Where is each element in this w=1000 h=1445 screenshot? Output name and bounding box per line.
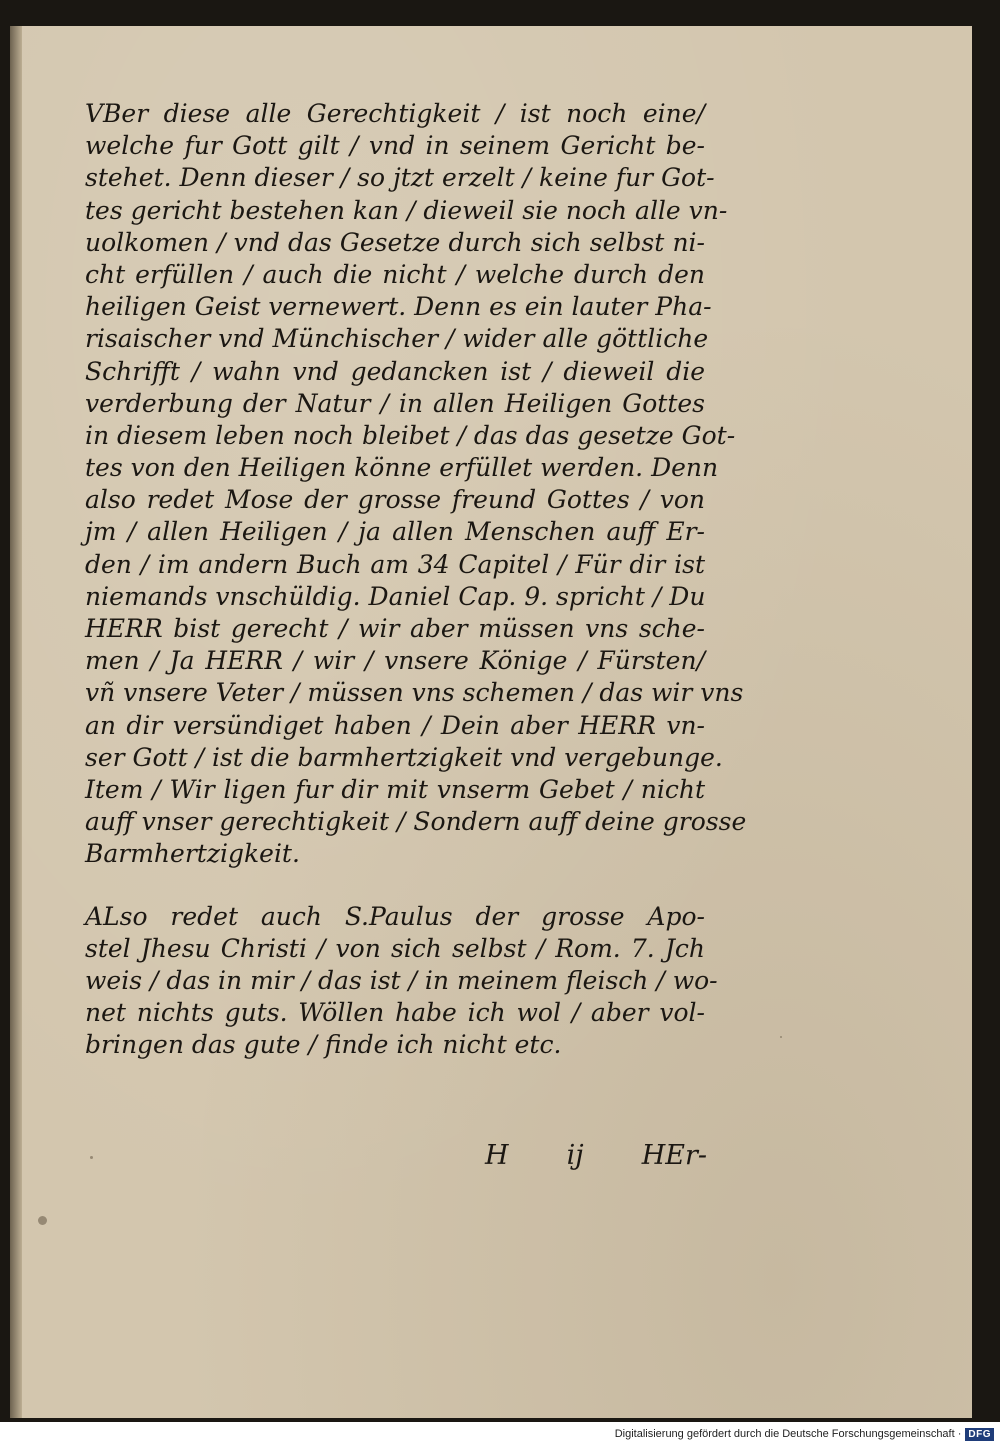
text-line: cht erfüllen / auch die nicht / welche durch den bbox=[85, 259, 705, 289]
text-line: in diesem leben noch bleibet / das das gesetze Got‑ bbox=[85, 420, 736, 450]
text-line: auff vnser gerechtigkeit / Sondern auff deine grosse bbox=[85, 807, 747, 837]
text-line: uolkomen / vnd das Gesetze durch sich selbst ni‑ bbox=[85, 227, 705, 257]
page-gutter bbox=[10, 26, 22, 1418]
paper-speck bbox=[38, 1216, 47, 1225]
text-line: net nichts guts. Wöllen habe ich wol / aber vol‑ bbox=[85, 998, 705, 1028]
footer-credit: Digitalisierung gefördert durch die Deutsche Forschungsgemeinschaft · bbox=[614, 1428, 962, 1440]
text-line: den / im andern Buch am 34 Capitel / Für dir ist bbox=[85, 549, 705, 579]
text-line: VBer diese alle Gerechtigkeit / ist noch eine/ bbox=[85, 99, 705, 128]
dfg-logo: DFG bbox=[965, 1428, 994, 1441]
text-line: jm / allen Heiligen / ja allen Menschen auff Er‑ bbox=[85, 517, 705, 547]
signature-number: ij bbox=[566, 1140, 584, 1171]
text-line: niemands vnschüldig. Daniel Cap. 9. spricht / Du bbox=[85, 581, 706, 611]
body-text bbox=[85, 98, 747, 1061]
text-line: risaischer vnd Münchischer / wider alle göttliche bbox=[85, 324, 709, 354]
paper-speck bbox=[780, 1036, 782, 1038]
text-line: verderbung der Natur / in allen Heiligen Gottes bbox=[85, 388, 705, 418]
text-line: tes von den Heiligen könne erfüllet werden. Denn bbox=[85, 453, 719, 483]
paragraph bbox=[85, 901, 718, 1062]
catchword: HEr‑ bbox=[641, 1140, 707, 1171]
paragraph bbox=[85, 98, 747, 871]
text-line: Barmhertzigkeit. bbox=[85, 839, 300, 869]
signature-mark: H bbox=[485, 1140, 509, 1171]
text-line: an dir versündiget haben / Dein aber HERR vn‑ bbox=[85, 710, 705, 740]
text-line: welche fur Gott gilt / vnd in seinem Gericht be‑ bbox=[85, 131, 705, 161]
text-line: stehet. Denn dieser / so jtzt erzelt / keine fur Got‑ bbox=[85, 163, 715, 193]
text-line: heiligen Geist vernewert. Denn es ein lauter Pha‑ bbox=[85, 292, 712, 322]
digitization-footer bbox=[615, 1426, 994, 1442]
text-line: ALso redet auch S.Paulus der grosse Apo‑ bbox=[85, 901, 705, 931]
paper-speck bbox=[90, 1156, 93, 1159]
text-line: men / Ja HERR / wir / vnsere Könige / Fürsten/ bbox=[85, 646, 705, 676]
signature-catchline bbox=[485, 1140, 707, 1171]
text-line: HERR bist gerecht / wir aber müssen vns sche‑ bbox=[85, 614, 705, 643]
text-line: weis / das in mir / das ist / in meinem fleisch / wo‑ bbox=[85, 965, 718, 995]
text-line: tes gericht bestehen kan / dieweil sie noch alle vn‑ bbox=[85, 195, 728, 225]
text-line: bringen das gute / finde ich nicht etc. bbox=[85, 1030, 562, 1060]
text-line: ser Gott / ist die barmhertzigkeit vnd vergebunge. bbox=[85, 742, 723, 772]
text-line: Schrifft / wahn vnd gedancken ist / dieweil die bbox=[85, 356, 705, 386]
text-line: Item / Wir ligen fur dir mit vnserm Gebet / nicht bbox=[85, 774, 705, 804]
text-line: stel Jhesu Christi / von sich selbst / Rom. 7. Jch bbox=[85, 933, 705, 963]
text-line: also redet Mose der grosse freund Gottes / von bbox=[85, 485, 705, 515]
text-line: vñ vnsere Veter / müssen vns schemen / das wir vns bbox=[85, 678, 744, 708]
